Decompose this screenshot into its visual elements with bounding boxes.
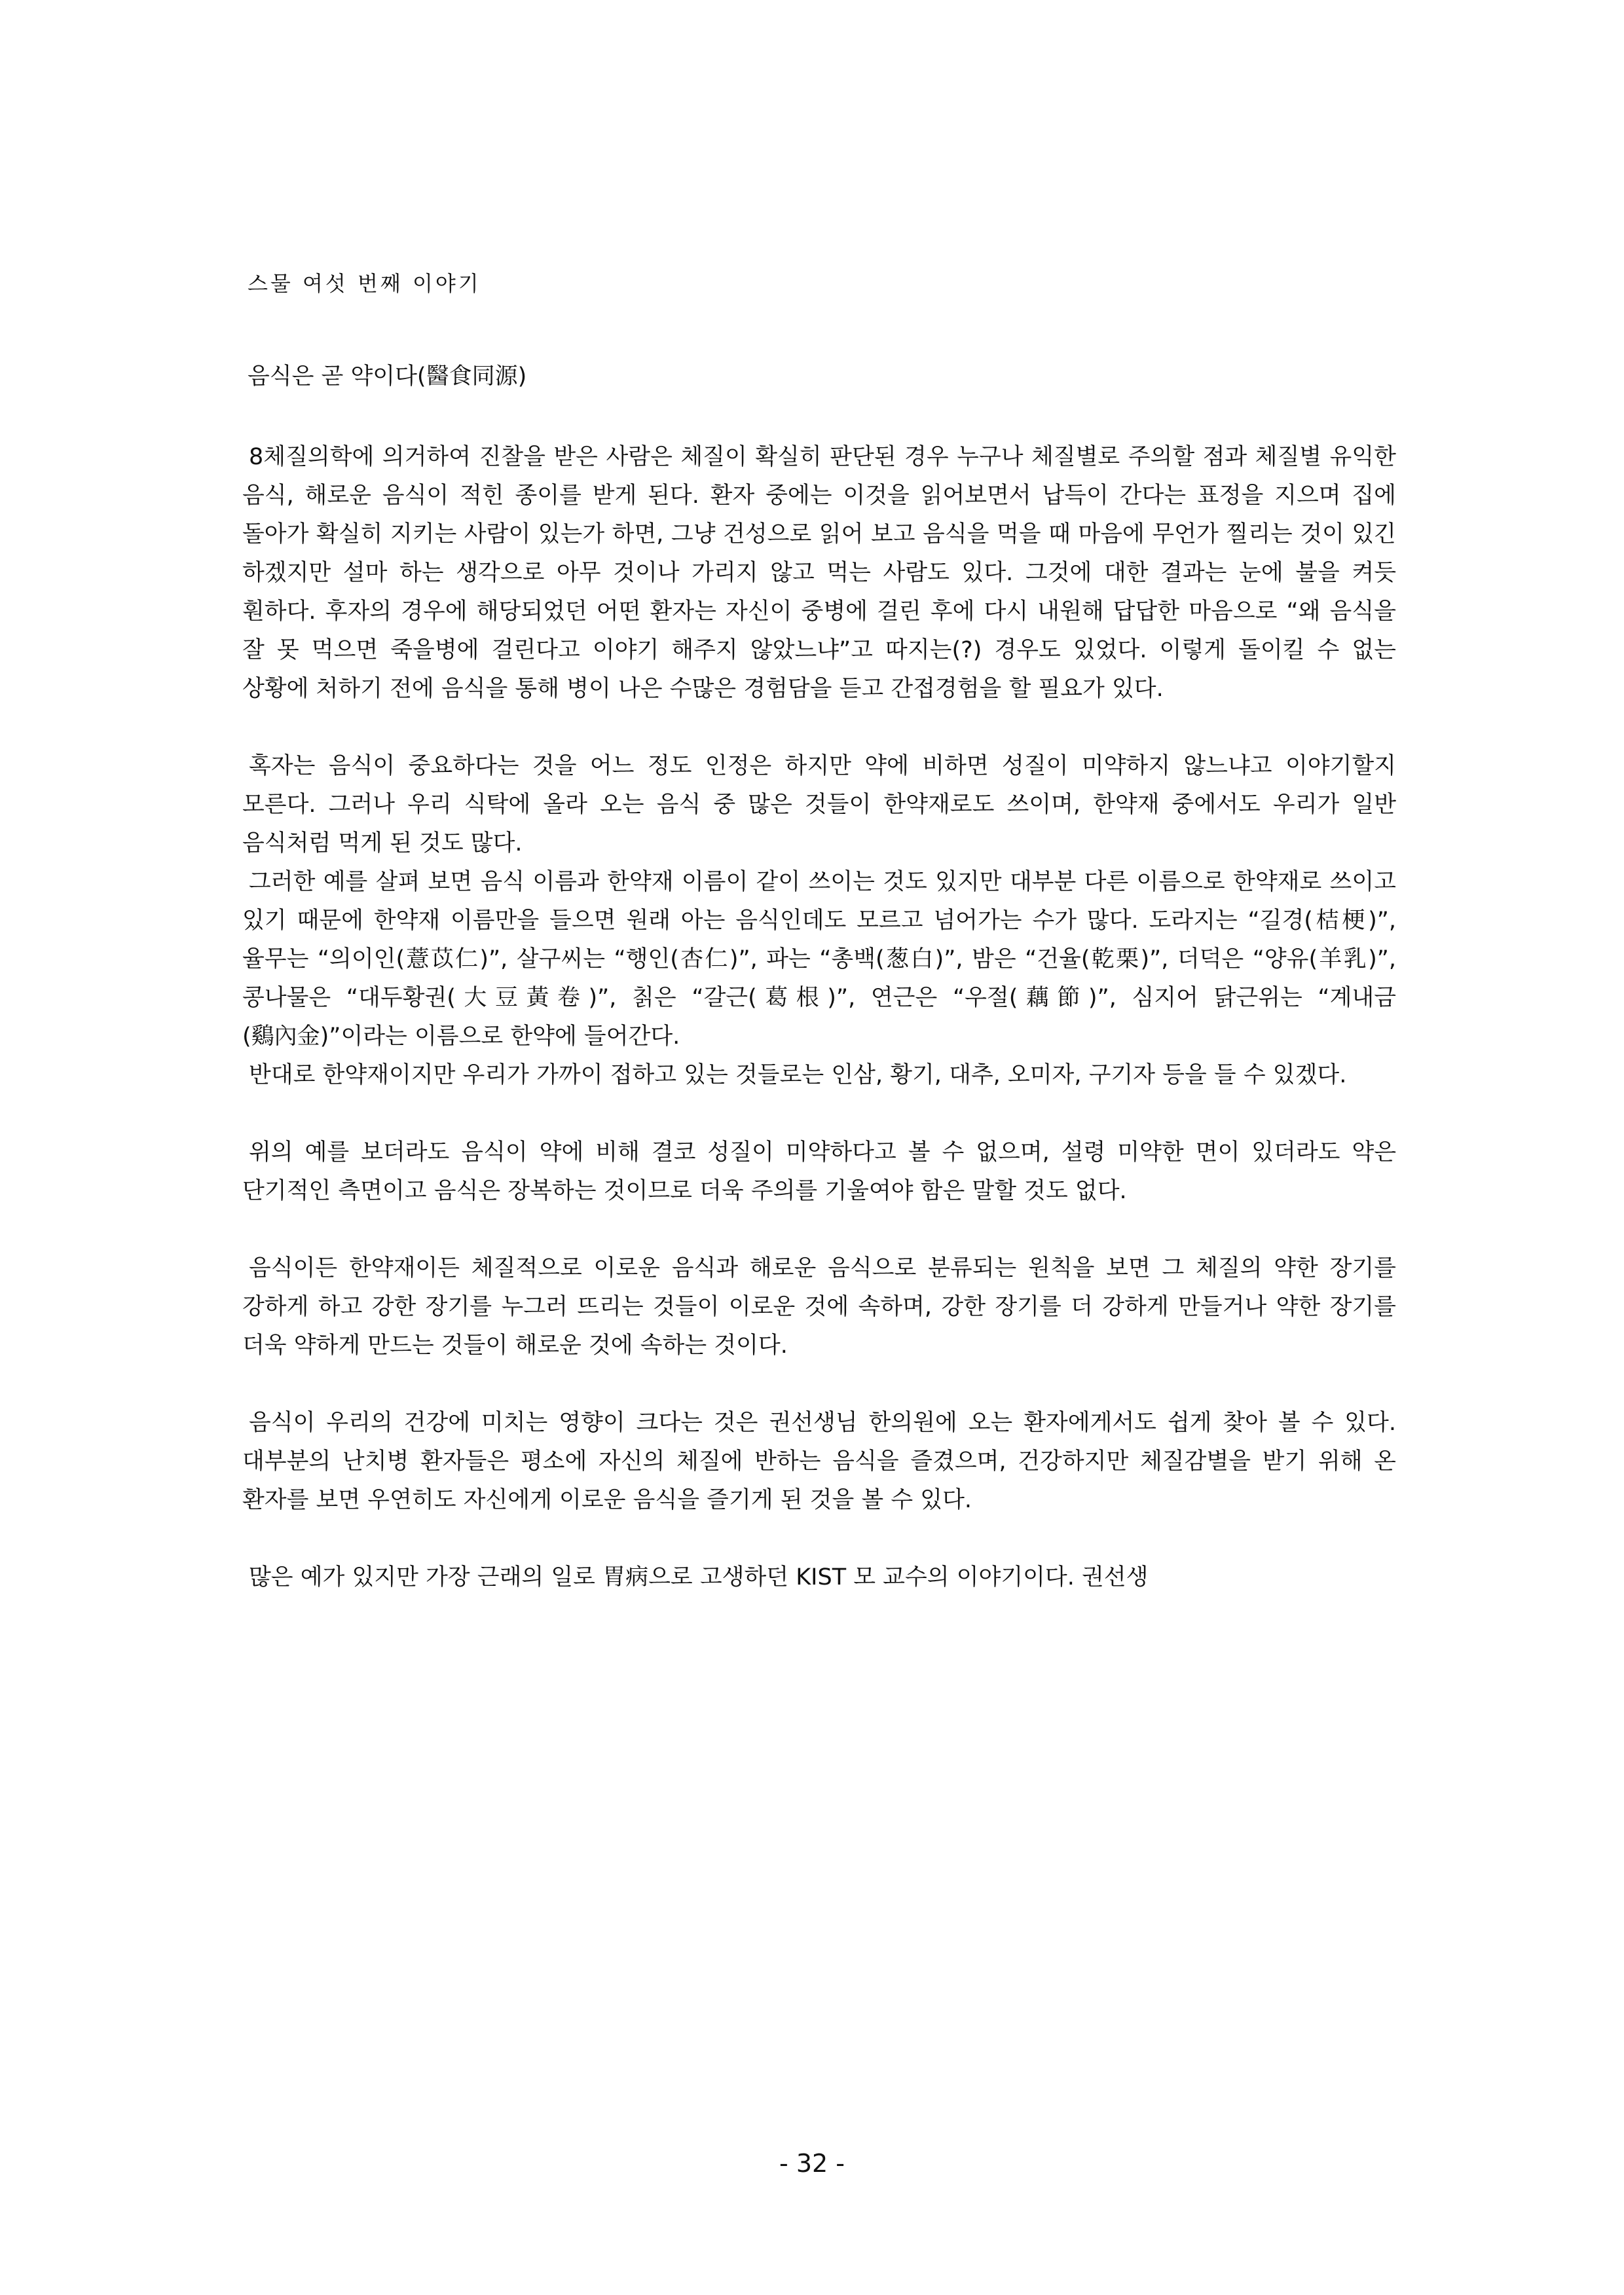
- paragraph: 많은 예가 있지만 가장 근래의 일로 胃病으로 고생하던 KIST 모 교수의 이야기이다. 권선생: [249, 1564, 1149, 1590]
- chapter-heading: 스물 여섯 번째 이야기: [248, 271, 481, 296]
- paragraph: 8체질의학에 의거하여 진찰을 받은 사람은 체질이 확실히 판단된 경우 누구나 체질별로 주의할 점과 체질별 유익한 음식, 해로운 음식이 적힌 종이를 받게 된다. 환자 중에는 이것을 읽어보면서 납득이 간다는 표정을 지으며 집에 돌아가 확실히 지키는 사람이 있는가 하면, 그냥 건성으로 읽어 보고 음식을 먹을 때 마음에 무언가 찔리는 것이 있긴 하겠지만 설마 하는 생각으로 아무 것이나 가리지 않고 먹는 사람도 있다. 그것에 대한 결과는 눈에 불을 켜듯 훤하다. 후자의 경우에 해당되었던 어떤 환자는 자신이 중병에 걸린 후에 다시 내원해 답답한 마음으로 “왜 음식을 잘 못 먹으면 죽을병에 걸린다고 이야기 해주지 않았느냐”고 따지는(?) 경우도 있었다. 이렇게 돌이킬 수 없는 상황에 처하기 전에 음식을 통해 병이 나은 수많은 경험담을 듣고 간접경험을 할 필요가 있다.: [242, 444, 1396, 702]
- page-number: - 32 -: [779, 2149, 845, 2178]
- paragraph-gap: [242, 708, 1396, 747]
- paragraph: 음식이 우리의 건강에 미치는 영향이 크다는 것은 권선생님 한의원에 오는 환자에게서도 쉽게 찾아 볼 수 있다. 대부분의 난치병 환자들은 평소에 자신의 체질에 반하는 음식을 즐겼으며, 건강하지만 체질감별을 받기 위해 온 환자를 보면 우연히도 자신에게 이로운 음식을 즐기게 된 것을 볼 수 있다.: [242, 1410, 1396, 1513]
- document-page: [242, 0, 1396, 2295]
- paragraph-gap: [242, 1365, 1396, 1404]
- paragraph-gap: [242, 1520, 1396, 1558]
- section-subtitle: 음식은 곧 약이다(醫食同源): [248, 363, 527, 390]
- body-text: [242, 438, 1396, 1597]
- paragraph: 혹자는 음식이 중요하다는 것을 어느 정도 인정은 하지만 약에 비하면 성질이 미약하지 않느냐고 이야기할지 모른다. 그러나 우리 식탁에 올라 오는 음식 중 많은 것들이 한약재로도 쓰이며, 한약재 중에서도 우리가 일반 음식처럼 먹게 된 것도 많다.: [242, 753, 1396, 856]
- paragraph-gap: [242, 1095, 1396, 1133]
- paragraph: 음식이든 한약재이든 체질적으로 이로운 음식과 해로운 음식으로 분류되는 원칙을 보면 그 체질의 약한 장기를 강하게 하고 강한 장기를 누그러 뜨리는 것들이 이로운 것에 속하며, 강한 장기를 더 강하게 만들거나 약한 장기를 더욱 약하게 만드는 것들이 해로운 것에 속하는 것이다.: [242, 1255, 1396, 1359]
- paragraph-gap: [242, 1211, 1396, 1249]
- paragraph: 위의 예를 보더라도 음식이 약에 비해 결코 성질이 미약하다고 볼 수 없으며, 설령 미약한 면이 있더라도 약은 단기적인 측면이고 음식은 장복하는 것이므로 더욱 주의를 기울여야 함은 말할 것도 없다.: [242, 1139, 1396, 1204]
- paragraph: 그러한 예를 살펴 보면 음식 이름과 한약재 이름이 같이 쓰이는 것도 있지만 대부분 다른 이름으로 한약재로 쓰이고 있기 때문에 한약재 이름만을 들으면 원래 아는 음식인데도 모르고 넘어가는 수가 많다. 도라지는 “길경(桔梗)”, 율무는 “의이인(薏苡仁)”, 살구씨는 “행인(杏仁)”, 파는 “총백(葱白)”, 밤은 “건율(乾栗)”, 더덕은 “양유(羊乳)”, 콩나물은 “대두황권(大豆黃卷)”, 칡은 “갈근(葛根)”, 연근은 “우절(藕節)”, 심지어 닭근위는 “계내금(鷄內金)”이라는 이름으로 한약에 들어간다.: [242, 869, 1396, 1050]
- paragraph: 반대로 한약재이지만 우리가 가까이 접하고 있는 것들로는 인삼, 황기, 대추, 오미자, 구기자 등을 들 수 있겠다.: [249, 1062, 1347, 1088]
